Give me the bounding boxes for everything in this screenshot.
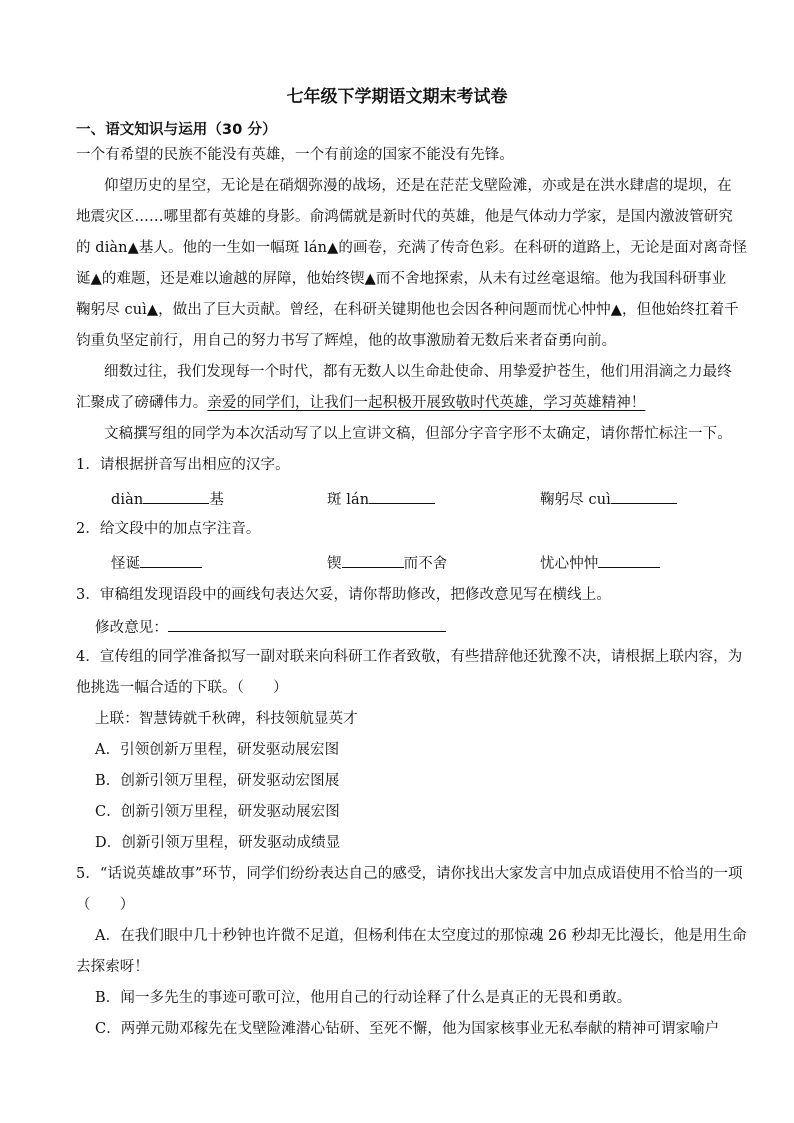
couplet-upper: 上联：智慧铸就千秋碑，科技领航显英才 [95, 711, 358, 727]
question-5-stem: （ ） [76, 897, 135, 913]
passage-line: 钧重负坚定前行，用自己的努力书写了辉煌，他的故事激励着无数后来者奋勇向前。 [76, 333, 617, 349]
question-1-stem: 1．请根据拼音写出相应的汉字。 [76, 457, 290, 473]
q3-label: 修改意见： [95, 620, 168, 636]
passage-line: 鞠躬尽 cuì▲，做出了巨大贡献。曾经，在科研关键期他也会因各种问题而忧心忡忡▲，但他始终扛着千 [76, 302, 739, 318]
q1-item-label: 斑 lán [327, 492, 370, 508]
q2-item-label: 锲 [327, 556, 342, 572]
q1-item-label: 鞠躬尽 cuì [540, 492, 611, 508]
q1-item-2 [327, 488, 435, 510]
answer-blank[interactable] [342, 552, 404, 568]
q1-item-1 [111, 488, 224, 510]
q2-item-label: 怪诞 [111, 556, 141, 572]
q1-item-label: diàn [111, 492, 144, 508]
question-5-stem: 5．“话说英雄故事”环节，同学们纷纷表达自己的感受，请你找出大家发言中加点成语使用不恰当的一项 [76, 866, 743, 882]
section-heading: 一、语文知识与运用（30 分） [76, 122, 277, 138]
question-4-stem: 他挑选一幅合适的下联。（ ） [76, 680, 288, 696]
q1-item-3 [540, 488, 677, 510]
page-title: 七年级下学期语文期末考试卷 [286, 87, 508, 107]
q2-item-suffix: 而不舍 [403, 556, 448, 572]
task-note: 文稿撰写组的同学为本次活动写了以上宣讲文稿，但部分字音字形不太确定，请你帮忙标注一下。 [104, 426, 732, 442]
q3-answer-row [95, 616, 446, 638]
answer-blank[interactable] [143, 488, 209, 504]
q2-item-3 [540, 552, 660, 574]
question-3-stem: 3．审稿组发现语段中的画线句表达欠妥，请你帮助修改，把修改意见写在横线上。 [76, 587, 611, 603]
answer-blank[interactable] [598, 552, 660, 568]
option-a-continued: 去探索呀！ [76, 959, 149, 975]
question-4-stem: 4．宣传组的同学准备拟写一副对联来向科研工作者致敬，有些措辞他还犹豫不决，请根据上联内容，为 [76, 649, 743, 665]
q2-item-2 [327, 552, 447, 574]
passage-line: 诞▲的难题，还是难以逾越的屏障，他始终锲▲而不舍地探索，从未有过丝毫退缩。他为我国科研事业 [76, 271, 727, 287]
option-c[interactable]: C．创新引领万里程，研发驱动展宏图 [95, 804, 340, 820]
option-d[interactable]: D．创新引领万里程，研发驱动成绩显 [95, 835, 341, 851]
answer-blank[interactable] [369, 488, 435, 504]
option-b[interactable]: B．创新引领万里程，研发驱动宏图展 [95, 773, 340, 789]
passage2-line: 细数过往，我们发现每一个时代，都有无数人以生命赴使命、用挚爱护苍生，他们用涓滴之力最终 [104, 364, 732, 380]
option-c[interactable]: C．两弹元勋邓稼先在戈壁险滩潜心钻研、至死不懈，他为国家核事业无私奉献的精神可谓家喻户 [95, 1021, 720, 1037]
q2-item-label: 忧心忡忡 [540, 556, 599, 572]
passage-line: 仰望历史的星空，无论是在硝烟弥漫的战场，还是在茫茫戈壁险滩，亦或是在洪水肆虐的堤坝，在 [104, 178, 732, 194]
q2-item-1 [111, 552, 202, 574]
answer-blank[interactable] [140, 552, 202, 568]
passage-line: 的 diàn▲基人。他的一生如一幅斑 lán▲的画卷，充满了传奇色彩。在科研的道路上，无论是面对离奇怪 [76, 240, 748, 256]
passage2-text: 汇聚成了磅礴伟力。 [76, 395, 208, 411]
option-a[interactable]: A．引领创新万里程，研发驱动展宏图 [95, 742, 340, 758]
passage2-line [76, 393, 645, 413]
intro-sentence: 一个有希望的民族不能没有英雄，一个有前途的国家不能没有先锋。 [76, 147, 514, 163]
passage-line: 地震灾区……哪里都有英雄的身影。俞鸿儒就是新时代的英雄，他是气体动力学家，是国内激波管研究 [76, 209, 733, 225]
underlined-sentence: 亲爱的同学们，让我们一起积极开展致敬时代英雄，学习英雄精神！ [207, 395, 646, 411]
q1-item-suffix: 基 [209, 492, 224, 508]
question-2-stem: 2．给文段中的加点字注音。 [76, 521, 261, 537]
option-b[interactable]: B．闻一多先生的事迹可歌可泣，他用自己的行动诠释了什么是真正的无畏和勇敢。 [95, 990, 632, 1006]
option-a[interactable]: A．在我们眼中几十秒钟也许微不足道，但杨利伟在太空度过的那惊魂 26 秒却无比漫长，他是用生命 [95, 928, 747, 944]
answer-blank[interactable] [168, 616, 446, 632]
answer-blank[interactable] [611, 488, 677, 504]
